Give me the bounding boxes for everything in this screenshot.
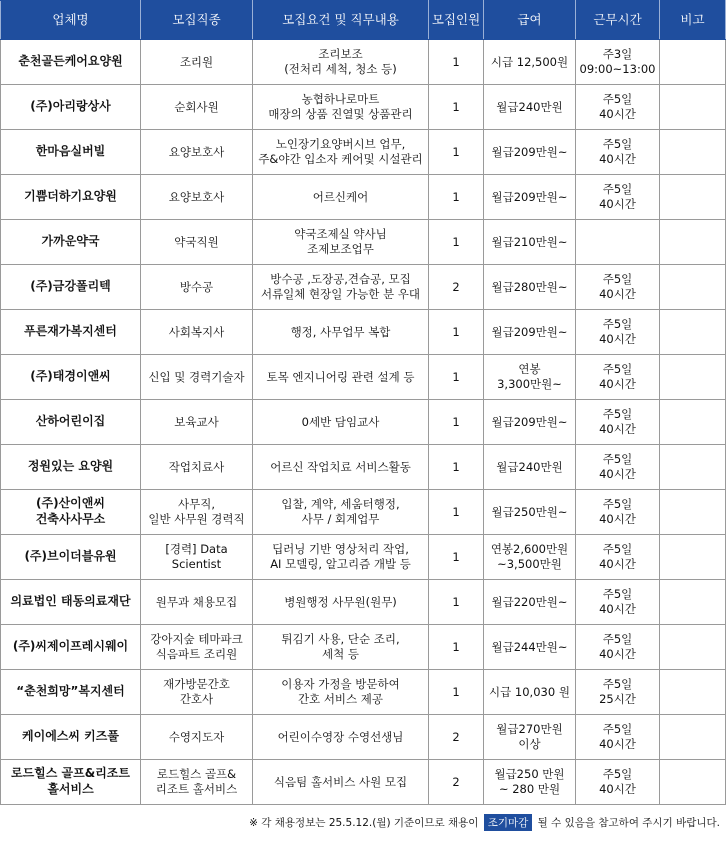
table-row xyxy=(1,130,726,175)
early-close-badge: 조기마감 xyxy=(484,814,533,831)
company-cell xyxy=(1,355,141,400)
requirements-line: 간호 서비스 제공 xyxy=(297,692,384,706)
company-cell xyxy=(1,715,141,760)
requirements-line: 어르신 작업치료 서비스활동 xyxy=(270,459,411,474)
hours-line: 주5일 xyxy=(602,362,633,377)
pay-cell xyxy=(484,310,576,355)
pay-cell xyxy=(484,130,576,175)
requirements-line: 0세반 담임교사 xyxy=(301,414,380,429)
requirements-line: 행정, 사무업무 복합 xyxy=(290,324,391,339)
hours-line: 40시간 xyxy=(599,197,636,211)
remarks-cell xyxy=(660,400,726,445)
hours-line: 주5일 xyxy=(602,137,633,152)
job-type-cell xyxy=(141,355,253,400)
pay-line: 월급209만원~ xyxy=(491,324,568,339)
count-cell: 1 xyxy=(429,625,484,670)
count-cell: 1 xyxy=(429,670,484,715)
pay-line: 3,300만원~ xyxy=(497,377,562,391)
table-row xyxy=(1,670,726,715)
company-line: 건축사사무소 xyxy=(35,512,106,526)
job-type-cell xyxy=(141,445,253,490)
remarks-cell xyxy=(660,535,726,580)
requirements-line: 농협하나로마트 xyxy=(301,92,380,107)
remarks-cell xyxy=(660,265,726,310)
hours-cell xyxy=(576,265,660,310)
requirements-line: 입찰, 계약, 세움터행정, xyxy=(281,497,400,512)
job-type-line: 요양보호사 xyxy=(168,189,225,204)
job-type-line: 리조트 홀서비스 xyxy=(155,782,238,796)
job-type-cell xyxy=(141,535,253,580)
job-type-cell xyxy=(141,670,253,715)
pay-line: 월급209만원~ xyxy=(491,189,568,204)
company-line: (주)아리랑상사 xyxy=(30,99,111,114)
company-cell xyxy=(1,400,141,445)
company-cell xyxy=(1,760,141,805)
hours-line: 주5일 xyxy=(602,317,633,332)
count-cell: 1 xyxy=(429,220,484,265)
pay-cell xyxy=(484,85,576,130)
hours-cell xyxy=(576,580,660,625)
remarks-cell xyxy=(660,310,726,355)
company-cell xyxy=(1,535,141,580)
hours-cell xyxy=(576,175,660,220)
count-cell: 1 xyxy=(429,175,484,220)
job-type-cell xyxy=(141,85,253,130)
pay-cell xyxy=(484,760,576,805)
company-line: (주)브이더블유원 xyxy=(24,549,117,564)
pay-line: 월급240만원 xyxy=(496,99,563,114)
hours-line: 주5일 xyxy=(602,497,633,512)
pay-cell xyxy=(484,670,576,715)
requirements-cell xyxy=(253,130,429,175)
hours-line: 40시간 xyxy=(599,332,636,346)
company-cell xyxy=(1,40,141,85)
pay-cell xyxy=(484,580,576,625)
hours-line: 주5일 xyxy=(602,677,633,692)
requirements-line: AI 모델링, 알고리즘 개발 등 xyxy=(270,557,411,571)
remarks-cell xyxy=(660,40,726,85)
hours-cell xyxy=(576,220,660,265)
requirements-line: 조제보조업무 xyxy=(307,242,374,256)
hours-line: 40시간 xyxy=(599,287,636,301)
pay-cell xyxy=(484,535,576,580)
job-type-line: [경력] Data xyxy=(165,542,228,557)
pay-line: 시급 10,030 원 xyxy=(489,684,570,699)
hours-line: 주5일 xyxy=(602,542,633,557)
count-cell: 1 xyxy=(429,355,484,400)
pay-line: 시급 12,500원 xyxy=(490,54,569,69)
requirements-cell xyxy=(253,670,429,715)
pay-line: ~3,500만원 xyxy=(497,557,562,571)
job-type-line: 재가방문간호 xyxy=(163,677,230,692)
hours-cell xyxy=(576,40,660,85)
job-type-line: 원무과 채용모집 xyxy=(155,594,238,609)
company-line: (주)씨제이프레시웨이 xyxy=(12,639,129,654)
hours-line: 25시간 xyxy=(599,692,636,706)
table-row xyxy=(1,445,726,490)
requirements-cell xyxy=(253,175,429,220)
job-type-line: 약국직원 xyxy=(174,234,219,249)
remarks-cell xyxy=(660,580,726,625)
table-row xyxy=(1,85,726,130)
requirements-cell xyxy=(253,310,429,355)
hours-cell xyxy=(576,310,660,355)
requirements-cell xyxy=(253,220,429,265)
pay-line: 연봉2,600만원 xyxy=(490,542,569,557)
hours-cell xyxy=(576,445,660,490)
company-line: 푸른재가복지센터 xyxy=(24,324,117,339)
remarks-cell xyxy=(660,175,726,220)
table-row xyxy=(1,535,726,580)
requirements-line: 어린이수영장 수영선생님 xyxy=(277,729,404,744)
header-company: 업체명 xyxy=(1,1,141,40)
company-line: (주)금강폴리텍 xyxy=(30,279,111,294)
company-cell xyxy=(1,85,141,130)
requirements-line: 매장의 상품 진열및 상품관리 xyxy=(268,107,413,121)
pay-cell xyxy=(484,445,576,490)
job-type-line: Scientist xyxy=(171,557,222,571)
hours-line: 주5일 xyxy=(602,452,633,467)
requirements-line: 조리보조 xyxy=(318,47,363,62)
company-line: 로드힐스 골프&리조트 xyxy=(11,766,130,781)
pay-cell xyxy=(484,490,576,535)
hours-line: 40시간 xyxy=(599,467,636,481)
requirements-cell xyxy=(253,625,429,670)
company-cell xyxy=(1,580,141,625)
pay-cell xyxy=(484,400,576,445)
job-type-cell xyxy=(141,715,253,760)
job-type-cell xyxy=(141,130,253,175)
job-type-line: 로드힐스 골프& xyxy=(156,767,237,782)
hours-line: 주5일 xyxy=(602,632,633,647)
pay-line: 월급280만원~ xyxy=(491,279,568,294)
requirements-cell xyxy=(253,85,429,130)
remarks-cell xyxy=(660,760,726,805)
company-line: 홀서비스 xyxy=(47,782,94,796)
hours-line: 40시간 xyxy=(599,647,636,661)
header-count: 모집인원 xyxy=(429,1,484,40)
requirements-cell xyxy=(253,445,429,490)
remarks-cell xyxy=(660,445,726,490)
header-hours: 근무시간 xyxy=(576,1,660,40)
hours-cell xyxy=(576,625,660,670)
requirements-cell xyxy=(253,355,429,400)
pay-line: 월급209만원~ xyxy=(491,414,568,429)
count-cell: 1 xyxy=(429,490,484,535)
count-cell: 2 xyxy=(429,715,484,760)
requirements-cell xyxy=(253,40,429,85)
hours-cell xyxy=(576,670,660,715)
hours-line: 40시간 xyxy=(599,512,636,526)
pay-line: 월급210만원~ xyxy=(491,234,568,249)
requirements-line: 사무 / 회계업무 xyxy=(301,512,380,526)
job-type-line: 사회복지사 xyxy=(168,324,225,339)
company-line: 정원있는 요양원 xyxy=(27,459,114,474)
pay-line: 이상 xyxy=(518,737,541,751)
requirements-line: 병원행정 사무원(원무) xyxy=(284,594,397,609)
remarks-cell xyxy=(660,355,726,400)
hours-line: 40시간 xyxy=(599,557,636,571)
count-cell: 1 xyxy=(429,400,484,445)
company-cell xyxy=(1,490,141,535)
company-cell xyxy=(1,445,141,490)
count-cell: 1 xyxy=(429,445,484,490)
requirements-cell xyxy=(253,580,429,625)
count-cell: 1 xyxy=(429,85,484,130)
requirements-line: 딥러닝 기반 영상처리 작업, xyxy=(272,542,409,557)
job-type-cell xyxy=(141,40,253,85)
hours-line: 40시간 xyxy=(599,377,636,391)
table-row xyxy=(1,265,726,310)
job-type-cell xyxy=(141,310,253,355)
company-cell xyxy=(1,310,141,355)
hours-line: 주5일 xyxy=(602,272,633,287)
requirements-line: 방수공 ,도장공,견습공, 모집 xyxy=(270,272,411,287)
table-row xyxy=(1,490,726,535)
requirements-cell xyxy=(253,490,429,535)
job-type-cell xyxy=(141,175,253,220)
job-type-line: 식음파트 조리원 xyxy=(155,647,238,661)
table-header-row xyxy=(1,1,726,40)
hours-cell xyxy=(576,355,660,400)
header-requirements: 모집요건 및 직무내용 xyxy=(253,1,429,40)
requirements-cell xyxy=(253,535,429,580)
pay-line: 연봉 xyxy=(518,362,541,377)
requirements-line: 약국조제실 약사님 xyxy=(294,227,387,242)
hours-line: 40시간 xyxy=(599,422,636,436)
hours-line: 40시간 xyxy=(599,152,636,166)
table-row xyxy=(1,310,726,355)
pay-line: 월급209만원~ xyxy=(491,144,568,159)
company-cell xyxy=(1,130,141,175)
pay-cell xyxy=(484,220,576,265)
job-type-cell xyxy=(141,265,253,310)
requirements-cell xyxy=(253,760,429,805)
table-row xyxy=(1,220,726,265)
pay-line: 월급250만원~ xyxy=(491,504,568,519)
job-type-line: 일반 사무원 경력직 xyxy=(148,512,245,526)
count-cell: 1 xyxy=(429,535,484,580)
job-type-line: 방수공 xyxy=(179,279,214,294)
job-type-cell xyxy=(141,625,253,670)
job-type-line: 순회사원 xyxy=(174,99,219,114)
company-line: (주)산이앤씨 xyxy=(36,496,105,511)
hours-cell xyxy=(576,400,660,445)
company-line: (주)태경이앤씨 xyxy=(30,369,111,384)
hours-cell xyxy=(576,535,660,580)
count-cell: 2 xyxy=(429,760,484,805)
header-remarks: 비고 xyxy=(660,1,726,40)
pay-line: 월급270만원 xyxy=(496,722,563,737)
company-line: 케이에스씨 키즈풀 xyxy=(22,729,119,744)
company-cell xyxy=(1,670,141,715)
requirements-cell xyxy=(253,715,429,760)
company-line: 춘천골든케어요양원 xyxy=(18,54,123,69)
job-type-line: 수영지도자 xyxy=(168,729,225,744)
count-cell: 1 xyxy=(429,130,484,175)
remarks-cell xyxy=(660,490,726,535)
job-type-cell xyxy=(141,580,253,625)
hours-line: 09:00~13:00 xyxy=(579,62,656,76)
requirements-cell xyxy=(253,400,429,445)
header-pay: 급여 xyxy=(484,1,576,40)
table-row xyxy=(1,355,726,400)
table-row xyxy=(1,400,726,445)
count-cell: 1 xyxy=(429,40,484,85)
company-line: 의료법인 태동의료재단 xyxy=(10,594,131,609)
hours-line: 주5일 xyxy=(602,92,633,107)
company-cell xyxy=(1,175,141,220)
requirements-line: 튀김기 사용, 단순 조리, xyxy=(281,632,400,647)
hours-line: 주5일 xyxy=(602,182,633,197)
table-row xyxy=(1,625,726,670)
table-row xyxy=(1,175,726,220)
company-line: 기쁨더하기요양원 xyxy=(24,189,117,204)
job-type-line: 조리원 xyxy=(179,54,214,69)
pay-cell xyxy=(484,265,576,310)
hours-line: 40시간 xyxy=(599,782,636,796)
pay-line: 월급240만원 xyxy=(496,459,563,474)
company-cell xyxy=(1,265,141,310)
requirements-line: 주&야간 입소자 케어및 시설관리 xyxy=(258,152,423,166)
pay-cell xyxy=(484,625,576,670)
company-line: “춘천희망”복지센터 xyxy=(16,684,125,699)
remarks-cell xyxy=(660,670,726,715)
table-row xyxy=(1,580,726,625)
job-type-line: 사무직, xyxy=(178,497,215,512)
pay-cell xyxy=(484,175,576,220)
remarks-cell xyxy=(660,85,726,130)
pay-line: ~ 280 만원 xyxy=(498,782,561,796)
company-cell xyxy=(1,220,141,265)
job-type-line: 작업치료사 xyxy=(168,459,225,474)
table-row xyxy=(1,760,726,805)
count-cell: 1 xyxy=(429,580,484,625)
requirements-line: 어르신케어 xyxy=(312,189,369,204)
pay-cell xyxy=(484,715,576,760)
hours-line: 주5일 xyxy=(602,722,633,737)
hours-cell xyxy=(576,130,660,175)
table-body xyxy=(1,40,726,805)
hours-line: 주5일 xyxy=(602,407,633,422)
job-type-line: 보육교사 xyxy=(174,414,219,429)
count-cell: 2 xyxy=(429,265,484,310)
job-type-line: 강아지숲 테마파크 xyxy=(150,632,243,647)
pay-line: 월급250 만원 xyxy=(494,767,565,782)
pay-line: 월급220만원~ xyxy=(491,594,568,609)
remarks-cell xyxy=(660,715,726,760)
hours-cell xyxy=(576,715,660,760)
table-row xyxy=(1,715,726,760)
footnote xyxy=(0,814,720,831)
footnote-text: ※ 각 채용정보는 25.5.12.(월) 기준이므로 채용이 xyxy=(249,817,479,829)
company-line: 산하어린이집 xyxy=(35,414,106,429)
job-type-cell xyxy=(141,220,253,265)
header-job-type: 모집직종 xyxy=(141,1,253,40)
requirements-line: (전처리 세척, 청소 등) xyxy=(284,62,397,76)
company-line: 한마음실버빌 xyxy=(35,144,106,159)
requirements-line: 노인장기요양버시브 업무, xyxy=(275,137,406,152)
remarks-cell xyxy=(660,625,726,670)
count-cell: 1 xyxy=(429,310,484,355)
remarks-cell xyxy=(660,220,726,265)
job-type-cell xyxy=(141,490,253,535)
hours-line: 주5일 xyxy=(602,767,633,782)
company-cell xyxy=(1,625,141,670)
hours-cell xyxy=(576,490,660,535)
job-type-cell xyxy=(141,400,253,445)
hours-line: 40시간 xyxy=(599,737,636,751)
pay-cell xyxy=(484,40,576,85)
requirements-line: 토목 엔지니어링 관련 설계 등 xyxy=(266,369,415,384)
company-line: 가까운약국 xyxy=(41,234,100,249)
hours-line: 주3일 xyxy=(602,47,633,62)
requirements-cell xyxy=(253,265,429,310)
footnote-text-end: 될 수 있음을 참고하여 주시기 바랍니다. xyxy=(537,817,720,829)
hours-cell xyxy=(576,760,660,805)
pay-cell xyxy=(484,355,576,400)
hours-line: 40시간 xyxy=(599,107,636,121)
job-type-line: 요양보호사 xyxy=(168,144,225,159)
requirements-line: 서류일체 현장일 가능한 분 우대 xyxy=(260,287,421,301)
job-type-cell xyxy=(141,760,253,805)
requirements-line: 식음팀 홀서비스 사원 모집 xyxy=(273,774,408,789)
pay-line: 월급244만원~ xyxy=(491,639,568,654)
requirements-line: 이용자 가정을 방문하여 xyxy=(281,677,400,692)
job-type-line: 신입 및 경력기술자 xyxy=(148,369,245,384)
table-row xyxy=(1,40,726,85)
job-type-line: 간호사 xyxy=(179,692,214,706)
remarks-cell xyxy=(660,130,726,175)
hours-line: 주5일 xyxy=(602,587,633,602)
requirements-line: 세척 등 xyxy=(322,647,359,661)
hours-cell xyxy=(576,85,660,130)
hours-line: 40시간 xyxy=(599,602,636,616)
